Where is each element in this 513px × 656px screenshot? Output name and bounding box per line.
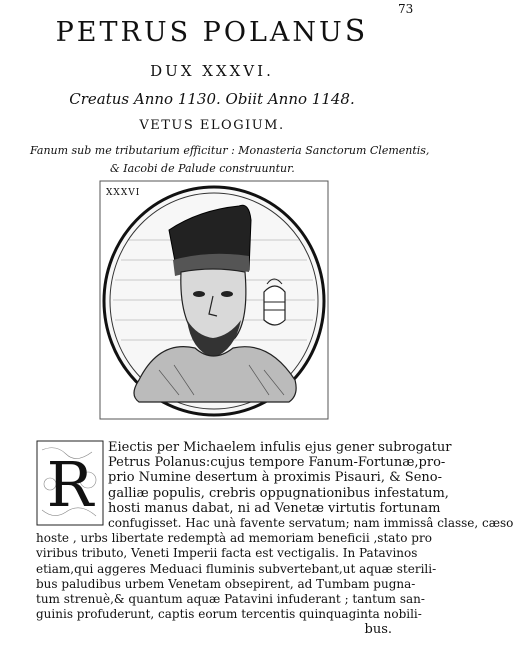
text-line: tum strenuè,& quantum aquæ Patavini infuderant ; tantum san- [36,592,425,607]
portrait-engraving [99,180,329,420]
text-line: galliæ populis, crebris oppugnationibus infestatum, [108,485,449,501]
body-paragraph [36,440,513,638]
text-line: guinis profuderunt, captis eorum tercentis quinquaginta nobili- [36,607,422,622]
page-title [0,14,424,49]
text-line: bus paludibus urbem Venetam obsepirent, ad Tumbam pugna- [36,576,416,591]
text-line: etiam,qui aggeres Meduaci fluminis subvertebant,ut aquæ sterili- [36,561,437,576]
dux-number: DUX XXXVI. [150,62,274,80]
title-main: PETRUS POLANU [55,17,345,48]
reign-dates: Creatus Anno 1130. Obiit Anno 1148. [69,90,355,108]
text-line: Petrus Polanus:cujus tempore Fanum-Fortunæ,pro- [108,455,446,471]
text-line: Eiectis per Michaelem infulis ejus gener subrogatur [108,440,452,455]
title-final-letter: S [344,14,369,49]
page-number: 73 [398,2,414,16]
text-line: prio Numine desertum à proximis Pisauri, & Seno- [108,470,442,486]
text-last-line: bus. [364,622,392,638]
section-heading: VETUS ELOGIUM. [139,118,285,133]
text-line: confugisset. Hac unà favente servatum; nam immissâ classe, cæso [108,516,513,531]
text-line: hosti manus dabat, ni ad Venetæ virtutis fortunam [108,500,441,516]
decorated-initial [36,440,104,526]
text-line: hoste , urbs libertate redemptà ad memoriam beneficii ,stato pro [36,531,432,546]
elogium-line-1: Fanum sub me tributarium efficitur : Monasteria Sanctorum Clementis, [30,144,430,157]
portrait-label: XXXVI [106,188,141,198]
elogium-line-2: & Iacobi de Palude construuntur. [110,162,295,175]
initial-letter: R [46,448,94,521]
text-line: viribus tributo, Veneti Imperii facta est vectigalis. In Patavinos [36,546,418,561]
